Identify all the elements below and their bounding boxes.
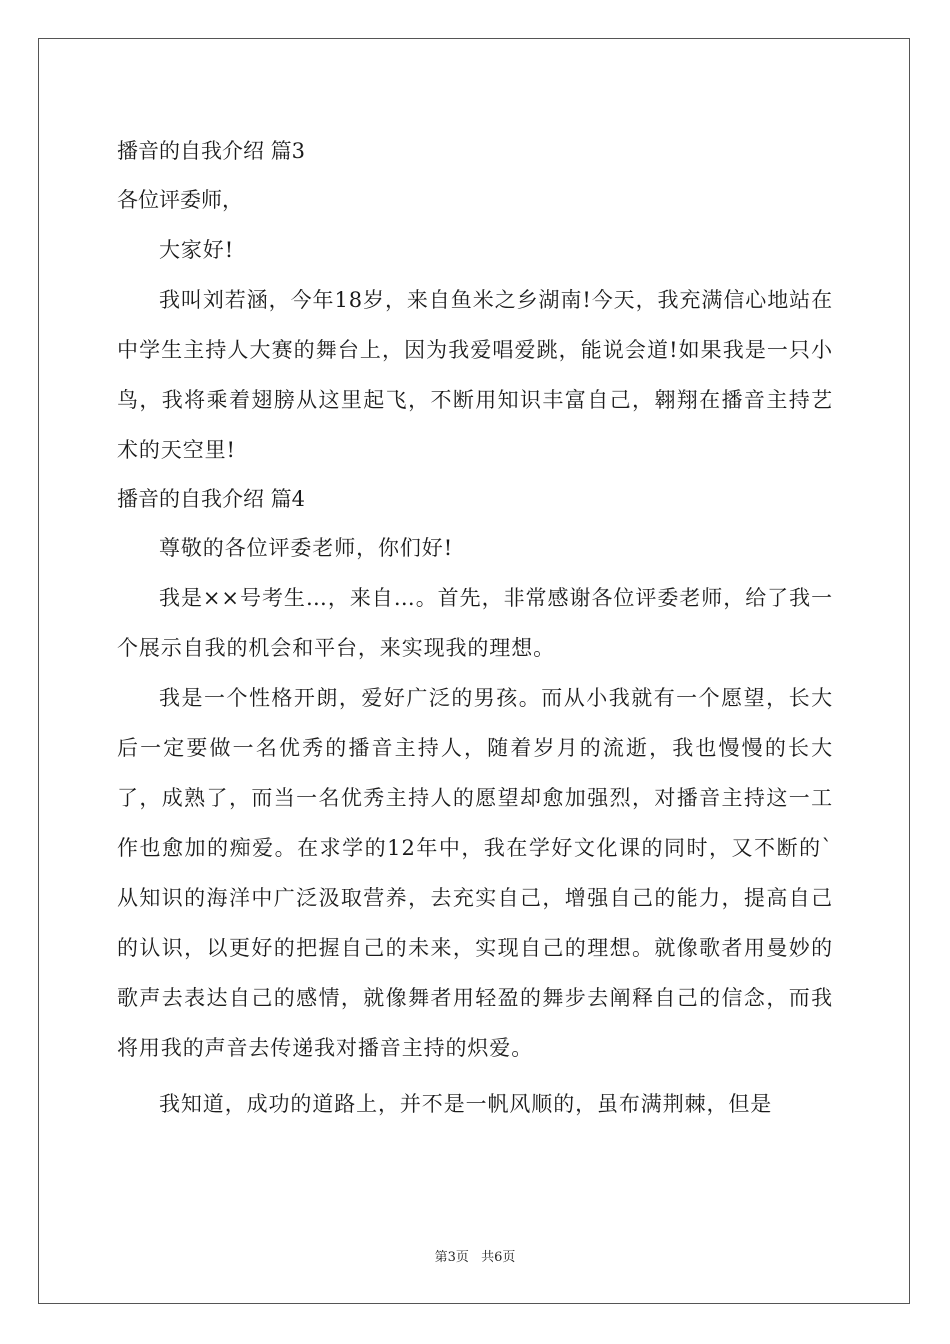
paragraph-path-to-success: 我知道，成功的道路上，并不是一帆风顺的，虽布满荆棘，但是 — [159, 1092, 773, 1116]
section-heading-3: 播音的自我介绍 篇3 — [117, 139, 306, 163]
paragraph-greeting: 大家好! — [159, 238, 235, 262]
paragraph-candidate-intro: 我是××号考生…，来自…。首先，非常感谢各位评委老师，给了我一个展示自我的机会和平台，来实现我的理想。 — [117, 586, 833, 660]
paragraph-greeting: 尊敬的各位评委老师，你们好! — [159, 536, 454, 560]
page-footer — [0, 1246, 950, 1265]
section-heading-4: 播音的自我介绍 篇4 — [117, 487, 306, 511]
document-body — [117, 127, 833, 1129]
paragraph-personality: 我是一个性格开朗，爱好广泛的男孩。而从小我就有一个愿望，长大后一定要做一名优秀的播音主持人，随着岁月的流逝，我也慢慢的长大了，成熟了，而当一名优秀主持人的愿望却愈加强烈，对播音主持这一工作也愈加的痴爱。在求学的12年中，我在学好文化课的同时，又不断的`从知识的海洋中广泛汲取营养，去充实自己，增强自己的能力，提高自己的认识，以更好的把握自己的未来，实现自己的理想。就像歌者用曼妙的歌声去表达自己的感情，就像舞者用轻盈的舞步去阐释自己的信念，而我将用我的声音去传递我对播音主持的炽爱。 — [117, 686, 833, 1060]
page-total: 共6页 — [481, 1250, 516, 1265]
paragraph-self-intro: 我叫刘若涵，今年18岁，来自鱼米之乡湖南!今天，我充满信心地站在中学生主持人大赛的舞台上，因为我爱唱爱跳，能说会道!如果我是一只小鸟，我将乘着翅膀从这里起飞，不断用知识丰富自己，翱翔在播音主持艺术的天空里! — [117, 288, 833, 462]
page-number: 第3页 — [434, 1250, 469, 1265]
salutation: 各位评委师， — [117, 188, 243, 212]
